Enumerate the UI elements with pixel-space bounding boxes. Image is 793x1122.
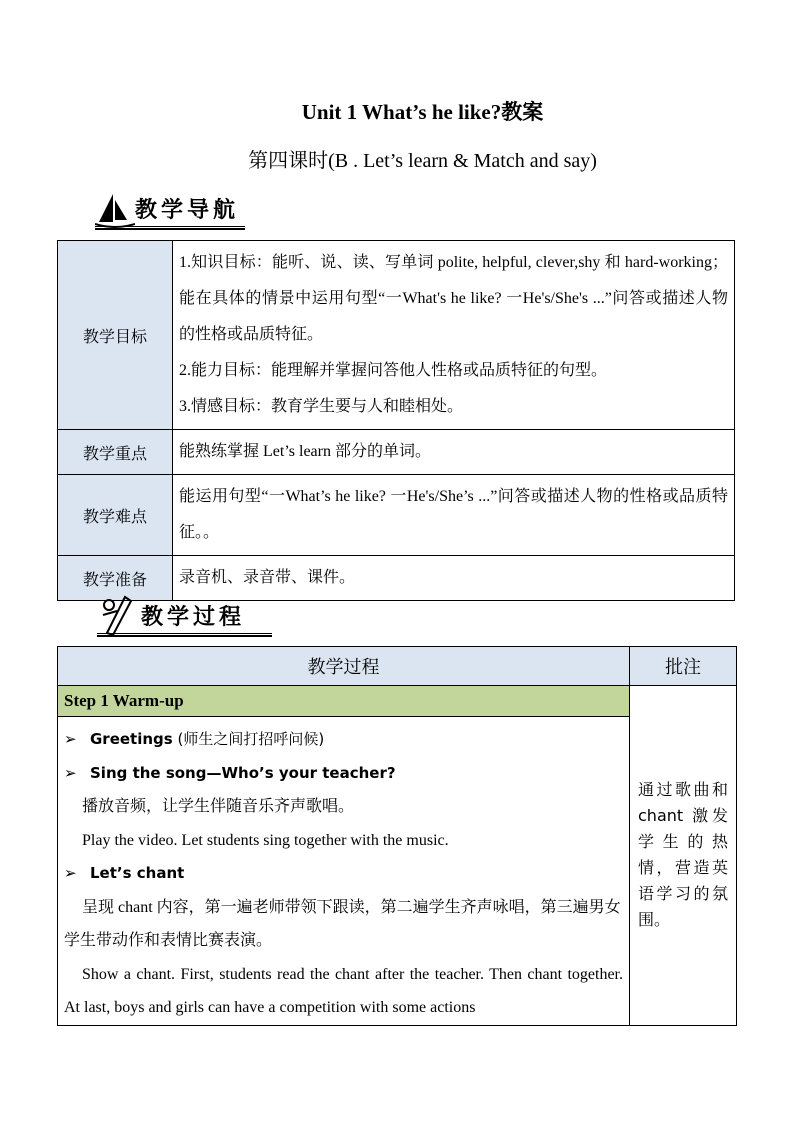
nav-section-label: 教学导航 bbox=[135, 198, 240, 223]
arrow-bullet-icon: ➢ bbox=[64, 864, 77, 882]
step-title: Step 1 Warm-up bbox=[58, 686, 630, 717]
bullet-bold-text: Sing the song—Who’s your teacher? bbox=[90, 763, 396, 782]
paragraph-en: Play the video. Let students sing together with the music. bbox=[82, 831, 449, 849]
arrow-bullet-icon: ➢ bbox=[64, 730, 77, 748]
list-item bbox=[64, 723, 623, 757]
heading-rule bbox=[95, 226, 245, 227]
row-body-key-points bbox=[173, 430, 735, 475]
row-head-objectives: 教学目标 bbox=[58, 241, 173, 430]
table-row bbox=[58, 686, 737, 717]
list-item bbox=[64, 757, 623, 791]
process-section-label: 教学过程 bbox=[141, 605, 246, 630]
row-head-preparation: 教学准备 bbox=[58, 556, 173, 601]
paragraph-en: Show a chant. First, students read the chant after the teacher. Then chant together. At last, boys and girls can have a competition with some actions bbox=[64, 965, 623, 1016]
paragraph-cn: 播放音频，让学生伴随音乐齐声歌唱。 bbox=[82, 798, 355, 815]
objective-line: 3.情感目标：教育学生要与人和睦相处。 bbox=[179, 398, 464, 415]
note-cell: 通过歌曲和 chant 激发学生的热情，营造英语学习的氛围。 bbox=[630, 686, 737, 1026]
heading-rule bbox=[95, 228, 245, 230]
process-section-heading bbox=[97, 597, 272, 637]
objective-line: 1.知识目标：能听、说、读、写单词 polite, helpful, clever,shy 和 hard-working；能在具体的情景中运用句型“一What's he like? 一He's/She's ...”问答或描述人物的性格或品质特征。 bbox=[179, 254, 728, 343]
table-row bbox=[58, 475, 735, 556]
table-header-row bbox=[58, 647, 737, 686]
row-body-difficulties bbox=[173, 475, 735, 556]
row-body-preparation bbox=[173, 556, 735, 601]
nav-section-heading bbox=[95, 190, 245, 230]
difficulty-line: 能运用句型“一What’s he like? 一He's/She’s ...”问答或描述人物的性格或品质特征。。 bbox=[179, 488, 728, 541]
column-header-notes: 批注 bbox=[630, 647, 737, 686]
bullet-bold-text: Let’s chant bbox=[90, 864, 185, 882]
table-row bbox=[58, 556, 735, 601]
heading-rule bbox=[97, 635, 272, 637]
document-title: Unit 1 What’s he like?教案 bbox=[301, 100, 544, 124]
column-header-process: 教学过程 bbox=[58, 647, 630, 686]
teaching-process-table bbox=[57, 646, 737, 1026]
objective-line: 2.能力目标：能理解并掌握问答他人性格或品质特征的句型。 bbox=[179, 362, 608, 379]
document-subtitle: 第四课时(B . Let’s learn & Match and say) bbox=[248, 150, 597, 172]
sailboat-icon bbox=[95, 192, 135, 228]
key-point-line: 能熟练掌握 Let’s learn 部分的单词。 bbox=[179, 443, 431, 460]
preparation-line: 录音机、录音带、课件。 bbox=[179, 569, 356, 586]
list-item bbox=[64, 857, 623, 891]
row-head-key-points: 教学重点 bbox=[58, 430, 173, 475]
row-body-objectives bbox=[173, 241, 735, 430]
row-head-difficulties: 教学难点 bbox=[58, 475, 173, 556]
arrow-bullet-icon: ➢ bbox=[64, 763, 77, 782]
heading-rule bbox=[97, 633, 272, 634]
bullet-bold-text: Greetings bbox=[90, 730, 173, 748]
paragraph-cn: 呈现 chant 内容，第一遍老师带领下跟读，第二遍学生齐声咏唱，第三遍男女学生带动作和表情比赛表演。 bbox=[64, 898, 621, 949]
step-content bbox=[58, 717, 630, 1026]
bullet-text: (师生之间打招呼问候) bbox=[172, 730, 325, 748]
table-row bbox=[58, 430, 735, 475]
table-row bbox=[58, 241, 735, 430]
pencil-figure-icon bbox=[97, 593, 137, 635]
teaching-navigation-table bbox=[57, 240, 735, 601]
